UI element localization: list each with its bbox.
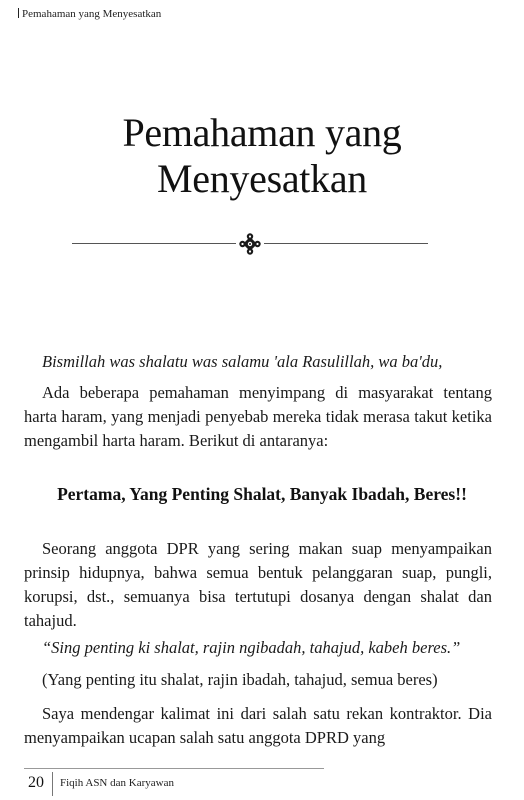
running-head-bar bbox=[18, 8, 19, 18]
running-head bbox=[18, 8, 161, 20]
chapter-title bbox=[0, 110, 524, 202]
quote-line: “Sing penting ki shalat, rajin ngibadah, tahajud, kabeh beres.” bbox=[42, 638, 461, 657]
opening-salutation: Bismillah was shalatu was salamu 'ala Rasulillah, wa ba'du, bbox=[42, 352, 443, 371]
divider-line-left bbox=[72, 243, 236, 244]
footer-separator bbox=[52, 772, 53, 796]
page-footer bbox=[24, 768, 504, 800]
floral-ornament-icon bbox=[238, 232, 262, 256]
body-paragraph-1: Seorang anggota DPR yang sering makan suap menyampaikan prinsip hidupnya, bahwa semua bentuk pelanggaran suap, pungli, korupsi, dst., semuanya bisa tertutupi dosanya dengan shalat dan tahajud. bbox=[24, 539, 492, 630]
footer-book-title: Fiqih ASN dan Karyawan bbox=[60, 777, 174, 789]
chapter-title-line-1: Pemahaman yang bbox=[122, 110, 402, 155]
section-subheading: Pertama, Yang Penting Shalat, Banyak Ibadah, Beres!! bbox=[57, 484, 467, 504]
page-number: 20 bbox=[28, 774, 44, 791]
quote-translation: (Yang penting itu shalat, rajin ibadah, tahajud, semua beres) bbox=[42, 670, 438, 689]
divider-line-right bbox=[264, 243, 428, 244]
intro-paragraph: Ada beberapa pemahaman menyimpang di masyarakat tentang harta haram, yang menjadi penyebab mereka tidak merasa takut ketika mengambil harta haram. Berikut di antaranya: bbox=[24, 383, 492, 450]
running-head-text: Pemahaman yang Menyesatkan bbox=[22, 8, 162, 20]
body-paragraph-2: Saya mendengar kalimat ini dari salah satu rekan kontraktor. Dia menyampaikan ucapan salah satu anggota DPRD yang bbox=[24, 704, 492, 747]
title-divider bbox=[72, 232, 428, 256]
chapter-title-line-2: Menyesatkan bbox=[157, 156, 367, 201]
footer-rule bbox=[24, 768, 324, 769]
